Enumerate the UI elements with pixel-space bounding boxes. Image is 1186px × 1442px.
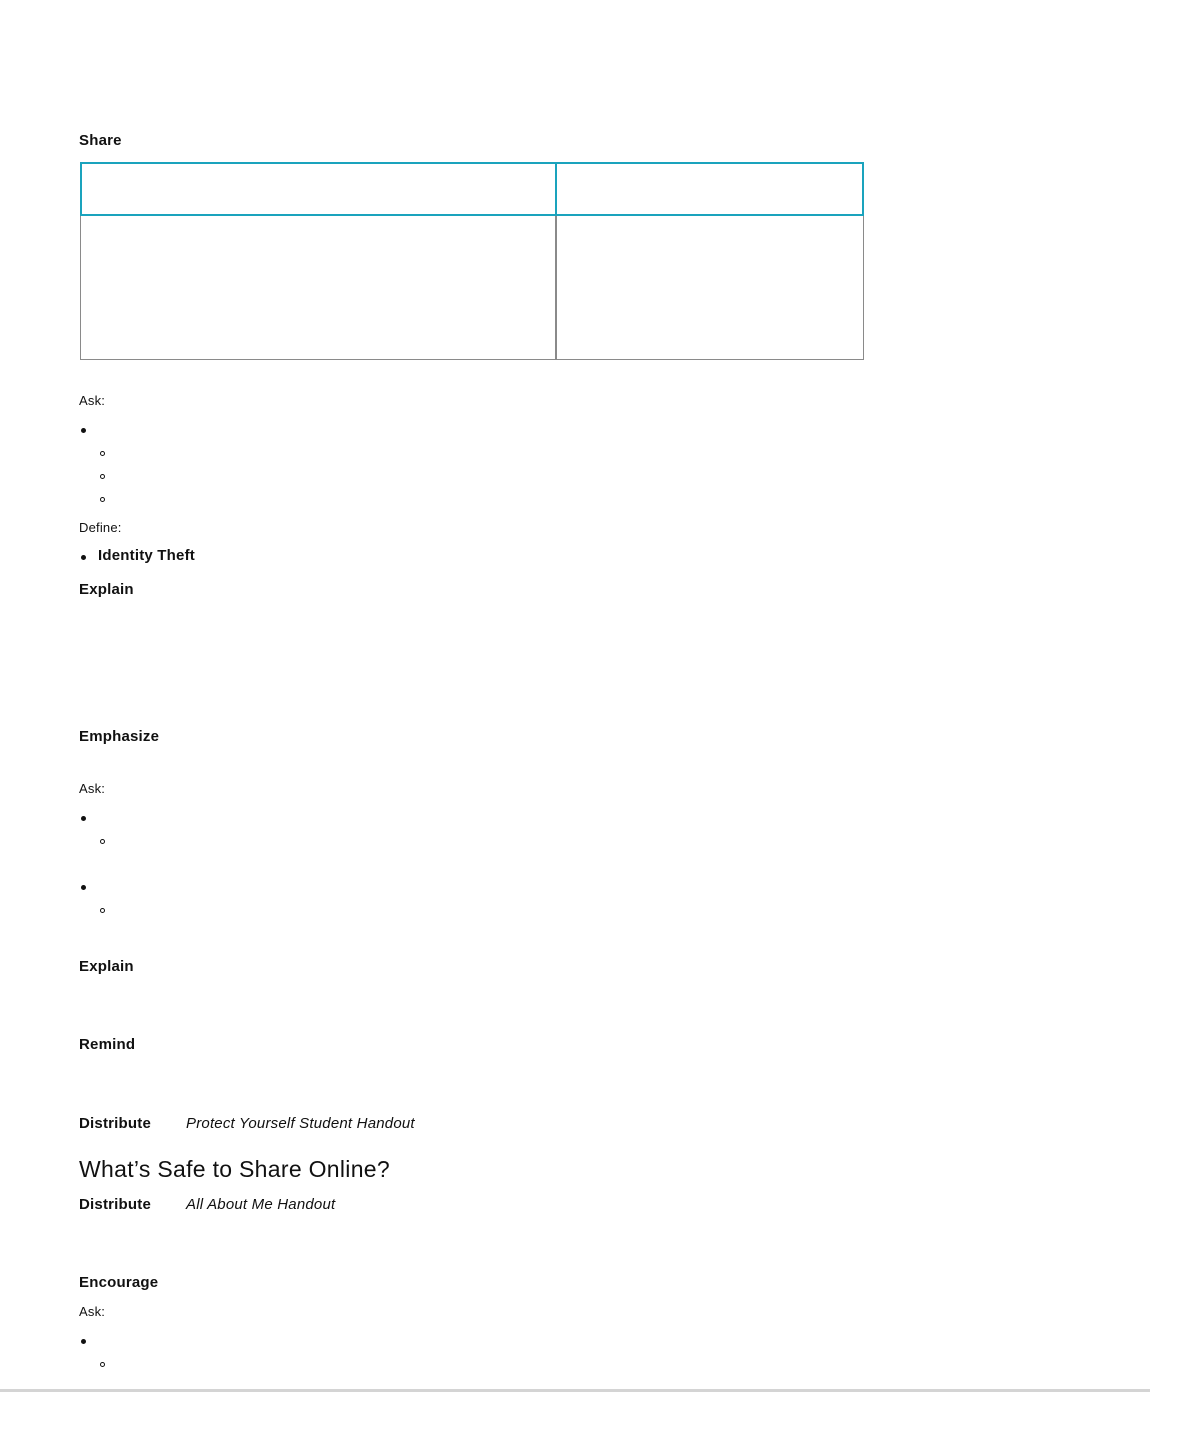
- define-label: Define:: [79, 520, 122, 535]
- sub-list-bullet: [100, 474, 105, 479]
- encourage-label: Encourage: [79, 1274, 159, 1291]
- explain-label: Explain: [79, 958, 134, 975]
- sub-list-bullet: [100, 497, 105, 502]
- list-bullet: [81, 1339, 86, 1344]
- sub-list-bullet: [100, 451, 105, 456]
- define-term: Identity Theft: [98, 547, 195, 564]
- distribute-item: All About Me Handout: [186, 1196, 336, 1213]
- share-table-header-row: [80, 162, 864, 216]
- share-label: Share: [79, 132, 122, 149]
- ask-label: Ask:: [79, 393, 106, 408]
- list-bullet: [81, 885, 86, 890]
- section-heading: What’s Safe to Share Online?: [79, 1156, 390, 1182]
- sub-list-bullet: [100, 908, 105, 913]
- distribute-label: Distribute: [79, 1196, 152, 1213]
- distribute-label: Distribute: [79, 1115, 152, 1132]
- share-table-body-cell-2: [557, 217, 863, 360]
- share-table-body-cell-1: [81, 217, 555, 360]
- list-bullet: [81, 428, 86, 433]
- share-table: [80, 162, 864, 360]
- page-bottom-divider: [0, 1389, 1150, 1392]
- explain-label: Explain: [79, 581, 134, 598]
- list-bullet: [81, 555, 86, 560]
- share-table-header-cell-1: [80, 162, 557, 216]
- distribute-item: Protect Yourself Student Handout: [186, 1115, 415, 1132]
- ask-label: Ask:: [79, 781, 106, 796]
- share-table-header-cell-2: [555, 162, 864, 216]
- sub-list-bullet: [100, 1362, 105, 1367]
- emphasize-label: Emphasize: [79, 728, 160, 745]
- list-bullet: [81, 816, 86, 821]
- remind-label: Remind: [79, 1036, 136, 1053]
- ask-label: Ask:: [79, 1304, 106, 1319]
- sub-list-bullet: [100, 839, 105, 844]
